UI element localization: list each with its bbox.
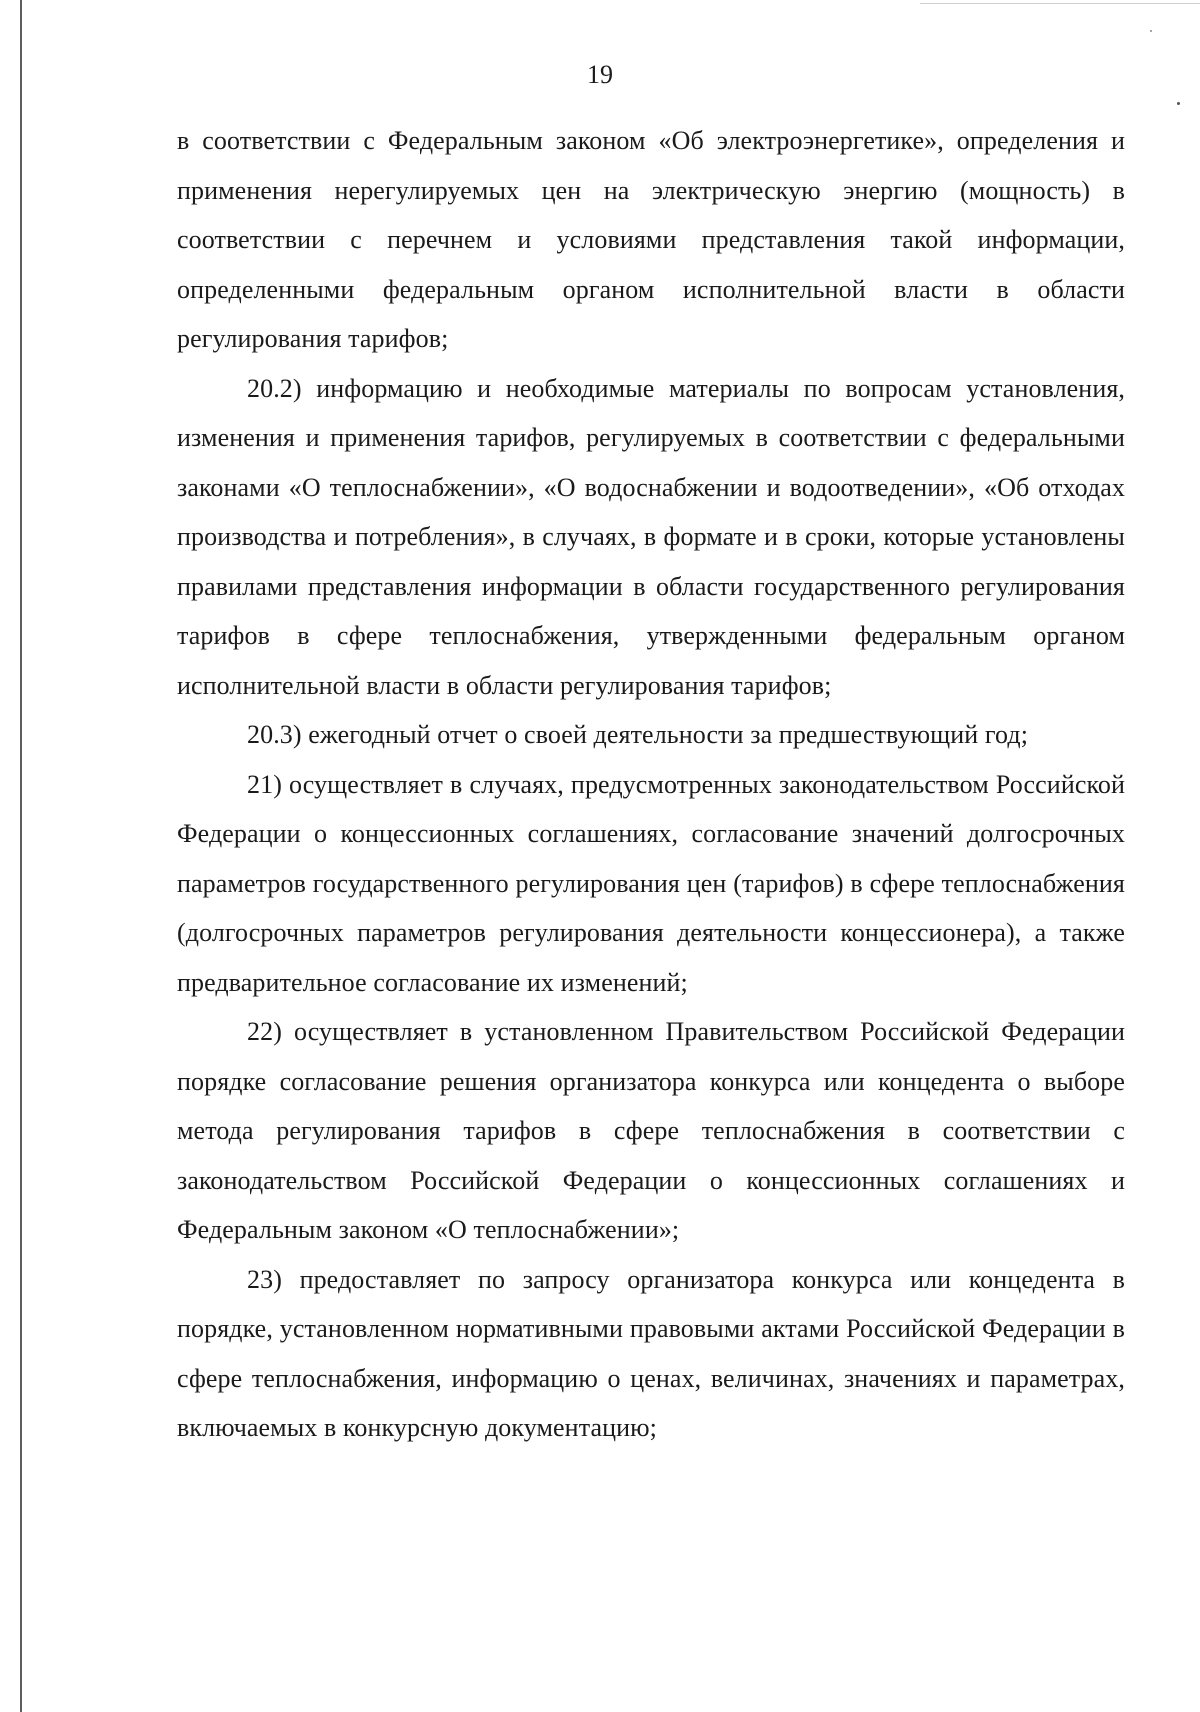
scan-edge-line — [20, 0, 22, 1712]
scan-speck — [1150, 30, 1152, 32]
paragraph-22: 22) осуществляет в установленном Правительством Российской Федерации порядке согласование решения организатора конкурса или концедента о выборе метода регулирования тарифов в сфере теплоснабжения в соответствии с законодательством Российской Федерации о концессионных соглашениях и Федеральным законом «О теплоснабжении»; — [177, 1017, 1125, 1244]
paragraph-continuation: в соответствии с Федеральным законом «Об электроэнергетике», определения и применения нерегулируемых цен на электрическую энергию (мощность) в соответствии с перечнем и условиями представления такой информации, определенными федеральным органом исполнительной власти в области регулирования тарифов; — [177, 126, 1125, 353]
paragraph-20-2: 20.2) информацию и необходимые материалы по вопросам установления, изменения и применения тарифов, регулируемых в соответствии с федеральными законами «О теплоснабжении», «О водоснабжении и водоотведении», «Об отходах производства и потребления», в случаях, в формате и в сроки, которые установлены правилами представления информации в области государственного регулирования тарифов в сфере теплоснабжения, утвержденными федеральным органом исполнительной власти в области регулирования тарифов; — [177, 373, 1125, 700]
page-number: 19 — [587, 60, 613, 89]
document-body — [177, 116, 1125, 1453]
scan-speck — [1177, 102, 1180, 105]
paragraph-21: 21) осуществляет в случаях, предусмотренных законодательством Российской Федерации о концессионных соглашениях, согласование значений долгосрочных параметров государственного регулирования цен (тарифов) в сфере теплоснабжения (долгосрочных параметров регулирования деятельности концессионера), а также предварительное согласование их изменений; — [177, 769, 1125, 997]
scan-top-rule — [920, 3, 1200, 4]
paragraph-23: 23) предоставляет по запросу организатора конкурса или концедента в порядке, установленном нормативными правовыми актами Российской Федерации в сфере теплоснабжения, информацию о ценах, величинах, значениях и параметрах, включаемых в конкурсную документацию; — [177, 1264, 1125, 1442]
paragraph-20-3: 20.3) ежегодный отчет о своей деятельности за предшествующий год; — [247, 720, 1029, 749]
